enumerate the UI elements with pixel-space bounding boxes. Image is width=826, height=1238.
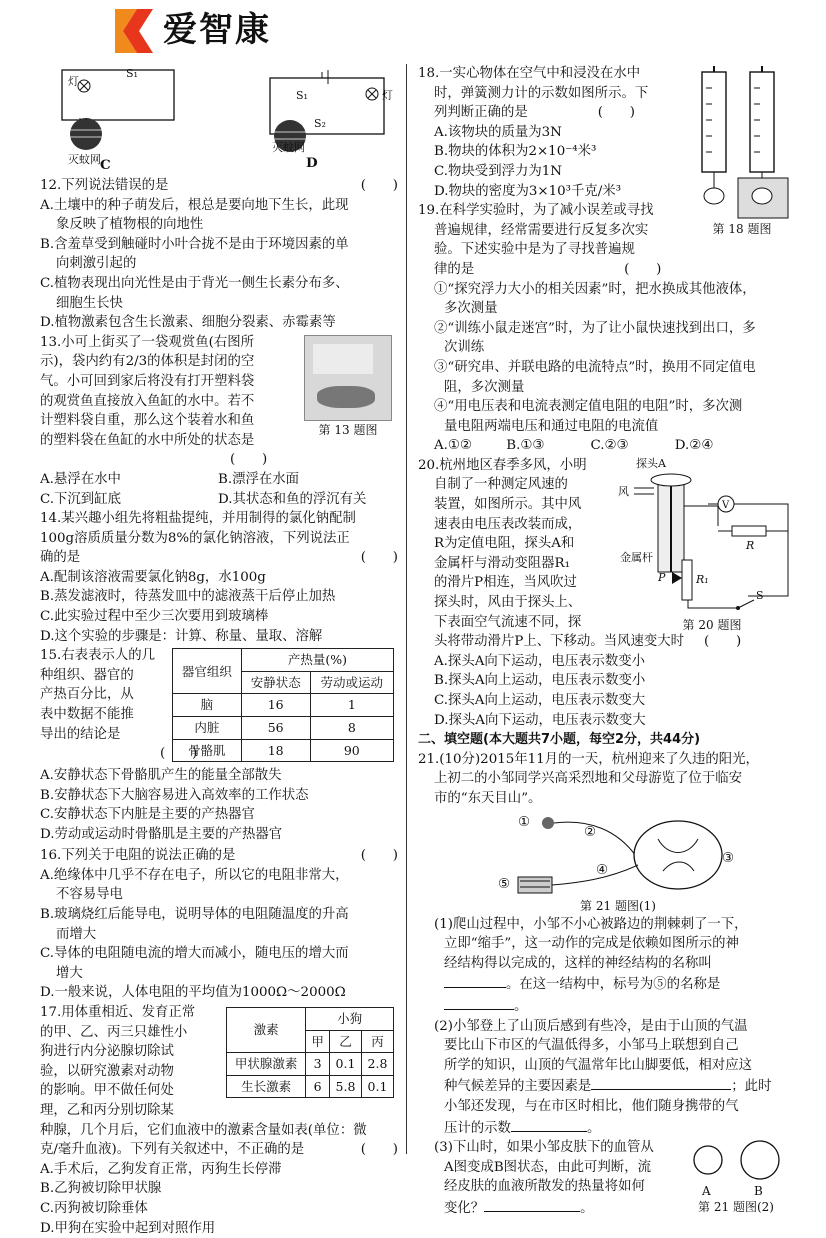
q17-th-dog: 小狗 bbox=[306, 1008, 394, 1031]
q14-option-c: C.此实验过程中至少三次要用到玻璃棒 bbox=[40, 609, 269, 625]
q19-item-4: ④“用电压表和电流表测定值电阻的电阻”时，多次测 bbox=[434, 399, 743, 415]
q15-option-d: D.劳动或运动时骨骼肌是主要的产热器官 bbox=[40, 827, 283, 843]
q12-option-a-cont: 象反映了植物根的向地性 bbox=[56, 217, 204, 233]
table-cell: 2.8 bbox=[361, 1053, 393, 1076]
question-20 bbox=[418, 456, 796, 730]
q21-p3-line-4: 变化？ bbox=[444, 1200, 485, 1216]
q17-option-c: C.丙狗被切除垂体 bbox=[40, 1200, 148, 1216]
q20-line-7: 的滑片P相连，当风吹过 bbox=[434, 575, 577, 591]
vessel-label-a: A bbox=[702, 1184, 711, 1199]
q16-option-c: C.导体的电阻随电流的增大而减小，随电压的增大而 bbox=[40, 946, 349, 962]
q17-line-8: 克/毫升血液)。下列有关叙述中，不正确的是 bbox=[40, 1142, 305, 1158]
vessel-label-b: B bbox=[754, 1184, 763, 1199]
q20-line-8: 探头时，风由于探头上、 bbox=[434, 595, 582, 611]
q17-option-d: D.甲狗在实验中起到对照作用 bbox=[40, 1220, 216, 1236]
q15-th-organ: 器官组织 bbox=[173, 649, 242, 694]
q19-item-1: ①“探究浮力大小的相关因素”时，把水换成其他液体， bbox=[434, 281, 756, 297]
q17-line-3: 狗进行内分泌腺切除试 bbox=[40, 1044, 174, 1060]
table-cell: 甲状腺激素 bbox=[227, 1053, 306, 1076]
wind-speed-circuit bbox=[628, 456, 796, 616]
q19-item-1-cont: 多次测量 bbox=[444, 301, 498, 317]
q20-figure bbox=[618, 456, 796, 636]
question-15 bbox=[40, 646, 398, 846]
q13-option-d: D.其状态和鱼的浮沉有关 bbox=[218, 491, 367, 507]
q14-line-2: 100g溶质质量分数为8%的氯化钠溶液，下列说法正 bbox=[40, 530, 350, 546]
q12-option-c-cont: 细胞生长快 bbox=[56, 295, 123, 311]
q20-rheostat-label: R₁ bbox=[696, 572, 709, 586]
table-cell: 骨骼肌 bbox=[173, 739, 242, 762]
reflex-label-5: ⑤ bbox=[498, 876, 511, 892]
q21-p2-line-1: (2)小邹登上了山顶后感到有些冷，是由于山顶的气温 bbox=[434, 1018, 748, 1034]
q15-line-2: 种组织、器官的 bbox=[40, 667, 134, 683]
left-column bbox=[40, 64, 398, 1238]
q13-line-3: 气。小可回到家后将没有打开塑料袋 bbox=[40, 373, 255, 389]
q12-option-c: C.植物表现出向光性是由于背光一侧生长素分布多、 bbox=[40, 275, 349, 291]
q21-p1-line-1: (1)爬山过程中，小邹不小心被路边的荆棘刺了一下， bbox=[434, 916, 748, 932]
q17-line-1: 17.用体重相近、发育正常 bbox=[40, 1005, 196, 1020]
q13-figure bbox=[304, 335, 392, 441]
spring-scale-diagram bbox=[690, 64, 794, 220]
q13-caption: 第 13 题图 bbox=[318, 422, 378, 437]
table-cell: 18 bbox=[241, 739, 310, 762]
q17-th-yi: 乙 bbox=[330, 1030, 362, 1053]
q16-option-d: D.一般来说，人体电阻的平均值为1000Ω～2000Ω bbox=[40, 985, 346, 1001]
q20-caption: 第 20 题图 bbox=[682, 617, 742, 632]
q19-item-3-cont: 阻，多次测量 bbox=[444, 379, 525, 395]
reflex-label-1: ① bbox=[518, 814, 531, 830]
q16-stem: 16.下列关于电阻的说法正确的是 bbox=[40, 848, 236, 864]
logo-mark-icon bbox=[115, 9, 153, 53]
table-cell: 1 bbox=[310, 694, 393, 717]
q17-hormone-table bbox=[226, 1007, 394, 1098]
q20-probe-label: 探头A bbox=[636, 456, 666, 470]
q19-line-1: 19.在科学实验时，为了减小误差或寻找 bbox=[418, 203, 654, 219]
q15-answer-paren: ( ) bbox=[160, 746, 198, 762]
q15-option-b: B.安静状态下大脑容易进入高效率的工作状态 bbox=[40, 787, 309, 803]
table-cell: 0.1 bbox=[330, 1053, 362, 1076]
q17-line-4: 验，以研究激素对动物 bbox=[40, 1063, 174, 1079]
q15-line-1: 15.右表表示人的几 bbox=[40, 648, 156, 664]
table-cell: 8 bbox=[310, 717, 393, 740]
q12-option-a: A.土壤中的种子萌发后，根总是要向地下生长，此现 bbox=[40, 197, 349, 213]
vessel-diagram bbox=[682, 1138, 790, 1184]
q19-answer-paren: ( ) bbox=[624, 261, 662, 277]
circuit-figures-cd bbox=[40, 64, 398, 176]
q19-line-4: 律的是 bbox=[434, 261, 475, 277]
q20-rod-label: 金属杆 bbox=[620, 550, 653, 564]
q14-option-a: A.配制该溶液需要氯化钠8g，水100g bbox=[40, 569, 266, 585]
q20-line-9: 下表面空气流速不同，探 bbox=[434, 614, 582, 630]
q19-item-3: ③“研究串、并联电路的电流特点”时，换用不同定值电 bbox=[434, 359, 756, 375]
logo-text: 爱智康 bbox=[163, 10, 271, 51]
q12-option-b-cont: 向刺激引起的 bbox=[56, 256, 137, 272]
q12-stem: 12.下列说法错误的是 bbox=[40, 178, 169, 193]
q21-p2-line-2: 要比山下市区的气温低得多，小邹马上联想到自己 bbox=[444, 1038, 739, 1054]
q21-blank-5[interactable] bbox=[484, 1197, 580, 1212]
table-row bbox=[227, 1053, 394, 1076]
q21-blank-3[interactable] bbox=[591, 1075, 731, 1090]
q13-option-b: B.漂浮在水面 bbox=[218, 471, 300, 487]
q15-th-work: 劳动或运动 bbox=[310, 671, 393, 694]
q12-option-d: D.植物激素包含生长激素、细胞分裂素、赤霉素等 bbox=[40, 315, 336, 331]
q14-option-b: B.蒸发滤液时，待蒸发皿中的滤液蒸干后停止加热 bbox=[40, 589, 336, 605]
q18-option-d: D.物块的密度为3×10³千克/米³ bbox=[434, 183, 622, 199]
q21-fig2-caption: 第 21 题图(2) bbox=[698, 1200, 774, 1215]
q16-option-b-cont: 而增大 bbox=[56, 926, 97, 942]
q15-line-4: 表中数据不能推 bbox=[40, 707, 134, 723]
q15-option-c: C.安静状态下内脏是主要的产热器官 bbox=[40, 807, 255, 823]
q19-item-4-cont: 量电阻两端电压和通过电阻的电流值 bbox=[444, 418, 659, 434]
q14-answer-paren: ( ) bbox=[360, 550, 398, 566]
q13-line-4: 的观赏鱼直接放入鱼缸的水中。若不 bbox=[40, 393, 255, 409]
q21-p2-line-4: 种气候差异的主要因素是 bbox=[444, 1079, 592, 1095]
q15-line-5: 导出的结论是 bbox=[40, 726, 121, 742]
table-cell: 生长激素 bbox=[227, 1075, 306, 1098]
q16-option-b: B.玻璃烧红后能导电，说明导体的电阻随温度的升高 bbox=[40, 907, 349, 923]
q15-option-a: A.安静状态下骨骼肌产生的能量全部散失 bbox=[40, 768, 282, 784]
q20-option-b: B.探头A向上运动，电压表示数变小 bbox=[434, 673, 646, 689]
q17-th-bing: 丙 bbox=[361, 1030, 393, 1053]
q21-p3-line-2: A图变成B图状态，由此可判断，流 bbox=[444, 1159, 651, 1175]
q18-line-2: 时，弹簧测力计的示数如图所示。下 bbox=[434, 85, 649, 101]
table-row bbox=[173, 717, 394, 740]
table-cell: 6 bbox=[306, 1075, 330, 1098]
q21-p1-line-2: 立即“缩手”，这一动作的完成是依赖如图所示的神 bbox=[444, 936, 739, 952]
column-divider bbox=[406, 64, 407, 1154]
lamp-label-c: 灯 bbox=[68, 75, 79, 88]
q19-item-2: ②“训练小鼠走迷宫”时，为了让小鼠快速找到出口，多 bbox=[434, 320, 756, 336]
q13-line-6: 的塑料袋在鱼缸的水中所处的状态是 bbox=[40, 432, 255, 448]
question-21: 21.(10分)2015年11月的一天，杭州迎来了久违的阳光， 上初二的小邹同学兴高采烈地和父母游览了位于临安 市的“东天目山”。 ① ② ③ ④ ⑤ 第 21 题图(1) (1)爬山过程中，小邹不小心被路边的荆棘刺了一下， 立即“缩手”，这一动作的完成是依赖如图所示的神 经结构得以完成的，这样的神经结构的名称叫 。在这一结构中，标号为⑤的名称是 。 (2)小邹登上了山顶后感到有些冷，是由于山顶的气温 要比山下市区的气温低得多，小邹马上联想到自己 所学的知识，山顶的气温常年比山脚要低，相对应这 种气候差异的主要因素是 ；此时 小邹还发现，与在市区时相比，他们随身携带的气 压计的示数 。 A B 第 21 题图(2) (3)下山时，如果小邹皮肤下的血管从 A图变成B图状态，由此可判断，流 经皮肤的血液所散发的热量将如何 变化？ 。 bbox=[418, 750, 796, 1219]
q20-line-5: R为定值电阻，探头A和 bbox=[434, 536, 575, 552]
q21-p2-semicolon: ；此时 bbox=[731, 1079, 772, 1095]
q17-line-6: 理，乙和丙分别切除某 bbox=[40, 1102, 174, 1118]
right-column bbox=[418, 64, 796, 1218]
q17-line-2: 的甲、乙、丙三只雄性小 bbox=[40, 1024, 188, 1040]
q16-option-c-cont: 增大 bbox=[56, 965, 83, 981]
switch-label-d1: S₁ bbox=[296, 89, 308, 102]
q13-option-c: C.下沉到缸底 bbox=[40, 491, 121, 507]
q20-option-c: C.探头A向上运动，电压表示数变大 bbox=[434, 693, 646, 708]
q13-option-a: A.悬浮在水中 bbox=[40, 471, 121, 487]
q21-blank-1[interactable] bbox=[444, 973, 506, 988]
q14-line-1: 14.某兴趣小组先将粗盐提纯，并用制得的氯化钠配制 bbox=[40, 511, 356, 527]
question-14 bbox=[40, 509, 398, 646]
q21-line-3: 市的“东天目山”。 bbox=[434, 790, 542, 806]
q19-option-d: D.②④ bbox=[674, 438, 714, 454]
q21-p3-line-3: 经皮肤的血液所散发的热量将如何 bbox=[444, 1179, 645, 1195]
q20-option-d: D.探头A向下运动，电压表示数变大 bbox=[434, 712, 646, 728]
q20-line-2: 自制了一种测定风速的 bbox=[434, 477, 568, 493]
lamp-label-d: 灯 bbox=[382, 89, 393, 102]
q18-figure bbox=[690, 64, 794, 240]
q13-line-5: 计塑料袋自重，那么这个装着水和鱼 bbox=[40, 413, 255, 429]
q21-p2-line-5: 小邹还发现，与在市区时相比，他们随身携带的气 bbox=[444, 1098, 739, 1114]
q12-option-b: B.含羞草受到触碰时小叶合拢不是由于环境因素的单 bbox=[40, 236, 349, 252]
q19-option-b: B.①③ bbox=[506, 438, 545, 454]
switch-label-c: S₁ bbox=[126, 67, 138, 80]
q21-line-2: 上初二的小邹同学兴高采烈地和父母游览了位于临安 bbox=[434, 771, 742, 787]
q21-blank-4[interactable] bbox=[511, 1117, 587, 1132]
fish-bag-photo bbox=[304, 335, 392, 421]
q17-line-5: 的影响。甲不做任何处 bbox=[40, 1083, 174, 1099]
q20-line-6: 金属杆与滑动变阻器R₁ bbox=[434, 555, 570, 571]
q20-line-4: 速表由电压表改装而成， bbox=[434, 516, 582, 532]
q18-option-b: B.物块的体积为2×10⁻⁴米³ bbox=[434, 144, 597, 160]
q20-voltmeter-label: V bbox=[722, 499, 730, 511]
table-cell: 3 bbox=[306, 1053, 330, 1076]
q13-line-1: 13.小可上街买了一袋观赏鱼(右图所 bbox=[40, 334, 254, 350]
vessel-figure bbox=[682, 1138, 790, 1215]
q19-option-c: C.②③ bbox=[590, 438, 629, 454]
q18-option-c: C.物块受到浮力为1N bbox=[434, 163, 562, 179]
q21-line-1: 21.(10分)2015年11月的一天，杭州迎来了久违的阳光， bbox=[418, 751, 759, 767]
q20-answer-paren: ( ) bbox=[704, 634, 742, 650]
reflex-label-4: ④ bbox=[596, 862, 609, 878]
section-2-heading: 二、填空题(本大题共7小题，每空2分，共44分) bbox=[418, 732, 701, 748]
question-13 bbox=[40, 333, 398, 509]
brand-logo bbox=[115, 8, 271, 54]
q20-option-a: A.探头A向下运动，电压表示数变小 bbox=[434, 653, 646, 669]
q21-p3-line-1: (3)下山时，如果小邹皮肤下的血管从 bbox=[434, 1140, 654, 1156]
q16-option-a-cont: 不容易导电 bbox=[56, 887, 123, 903]
net-label-c: 灭蚊网 bbox=[68, 153, 101, 166]
reflex-arc-figure bbox=[488, 809, 738, 915]
q19-item-2-cont: 次训练 bbox=[444, 340, 485, 356]
q17-th-jia: 甲 bbox=[306, 1030, 330, 1053]
q18-option-a: A.该物块的质量为3N bbox=[434, 124, 562, 140]
q12-answer-paren: ( ) bbox=[360, 178, 398, 193]
table-cell: 90 bbox=[310, 739, 393, 762]
table-cell: 16 bbox=[241, 694, 310, 717]
q21-fig1-caption: 第 21 题图(1) bbox=[580, 898, 656, 913]
q14-option-d: D.这个实验的步骤是：计算、称量、量取、溶解 bbox=[40, 628, 323, 644]
q17-line-7: 种腺，几个月后，它们血液中的激素含量如表(单位：微 bbox=[40, 1122, 367, 1138]
q20-resistor-label: R bbox=[746, 538, 755, 552]
q21-p1-line-3: 经结构得以完成的，这样的神经结构的名称叫 bbox=[444, 955, 712, 971]
q18-answer-paren: ( ) bbox=[597, 105, 635, 121]
table-cell: 56 bbox=[241, 717, 310, 740]
q20-switch-label: S bbox=[756, 588, 764, 602]
q21-p2-line-3: 所学的知识，山顶的气温常年比山脚要低，相对应这 bbox=[444, 1057, 752, 1073]
q18-line-3: 列判断正确的是 bbox=[434, 105, 528, 121]
q20-wind-label: 风 bbox=[618, 484, 629, 498]
q18-line-1: 18.一实心物体在空气中和浸没在水中 bbox=[418, 66, 641, 81]
question-16 bbox=[40, 846, 398, 1003]
net-label-d: 灭蚊网 bbox=[272, 141, 305, 154]
reflex-label-3: ③ bbox=[722, 850, 735, 866]
q17-th-hormone: 激素 bbox=[227, 1008, 306, 1053]
table-cell: 内脏 bbox=[173, 717, 242, 740]
q15-th-heat: 产热量(%) bbox=[241, 649, 393, 672]
q19-line-3: 验。下述实验中是为了寻找普遍规 bbox=[434, 242, 635, 258]
q21-p2-line-6: 压计的示数 bbox=[444, 1120, 511, 1136]
q21-blank-2[interactable] bbox=[444, 995, 514, 1010]
q19-line-2: 普遍规律，经常需要进行反复多次实 bbox=[434, 222, 649, 238]
q15-line-3: 产热百分比，从 bbox=[40, 687, 134, 703]
table-row bbox=[173, 739, 394, 762]
q13-answer-paren: ( ) bbox=[230, 452, 268, 468]
option-d-label: D bbox=[306, 155, 318, 171]
switch-label-d2: S₂ bbox=[314, 117, 326, 130]
q17-answer-paren: ( ) bbox=[360, 1142, 398, 1158]
q18-caption: 第 18 题图 bbox=[712, 222, 772, 236]
q20-line-10: 头将带动滑片P上、下移动。当风速变大时 bbox=[434, 634, 685, 650]
question-17 bbox=[40, 1003, 398, 1238]
q14-line-3: 确的是 bbox=[40, 550, 81, 566]
q20-slider-label: P bbox=[658, 570, 666, 584]
q19-option-a: A.①② bbox=[434, 438, 472, 454]
q16-answer-paren: ( ) bbox=[360, 848, 398, 864]
table-row bbox=[173, 694, 394, 717]
question-12 bbox=[40, 176, 398, 333]
q20-line-3: 装置，如图所示。其中风 bbox=[434, 497, 582, 513]
q13-line-2: 示)，袋内约有2/3的体积是封闭的空 bbox=[40, 354, 255, 370]
table-cell: 0.1 bbox=[361, 1075, 393, 1098]
q15-th-rest: 安静状态 bbox=[241, 671, 310, 694]
q20-line-1: 20.杭州地区春季多风，小明 bbox=[418, 457, 587, 473]
reflex-label-2: ② bbox=[584, 824, 597, 840]
table-row bbox=[227, 1075, 394, 1098]
q17-option-a: A.手术后，乙狗发育正常，丙狗生长停滞 bbox=[40, 1161, 282, 1177]
option-c-label: C bbox=[100, 157, 111, 173]
q15-heat-table bbox=[172, 648, 394, 762]
q17-option-b: B.乙狗被切除甲状腺 bbox=[40, 1181, 162, 1197]
table-cell: 脑 bbox=[173, 694, 242, 717]
q16-option-a: A.绝缘体中几乎不存在电子，所以它的电阻非常大， bbox=[40, 867, 349, 883]
table-cell: 5.8 bbox=[330, 1075, 362, 1098]
q21-p1-line-4: 。在这一结构中，标号为⑤的名称是 bbox=[506, 977, 721, 993]
